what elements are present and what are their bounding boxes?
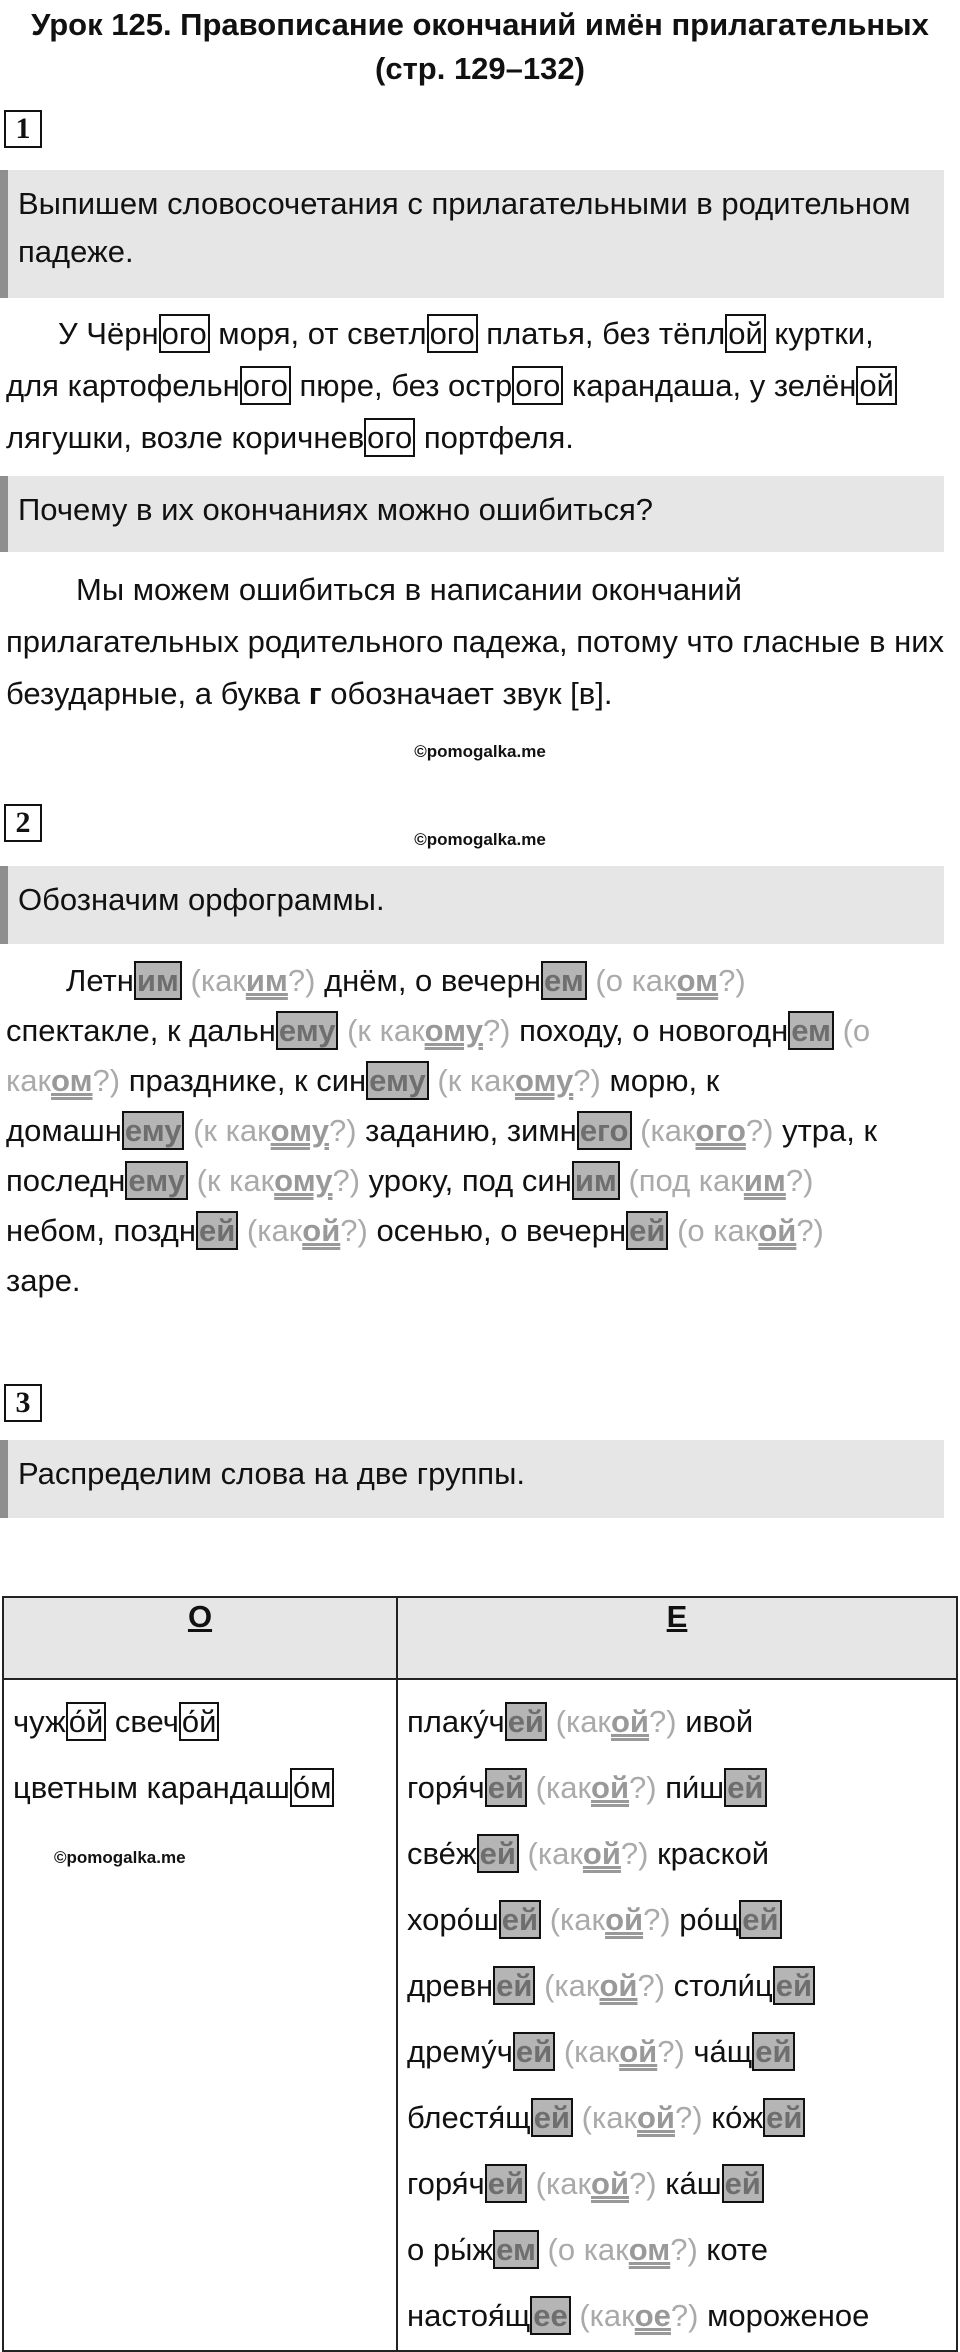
task1-instruction: Выпишем словосочетания с прилагательными в родительном падеже. (0, 170, 944, 298)
words-table (2, 1596, 958, 2352)
copyright-2: ©pomogalka.me (414, 830, 546, 849)
column-e-cell: плаку́чей (какой?) ивой горя́чей (какой?) пи́шей све́жей (какой?) краской хоро́шей (какой?) ро́щей древней (какой?) столи́цей дрему́чей (какой?) ча́щей блестя́щей (какой?) ко́жей горя́чей (какой?) ка́шей о ры́жем (о каком?) коте настоя́щее (какое?) мороженое (397, 1679, 957, 2351)
task1-number: 1 (4, 110, 42, 148)
task1-question: Почему в их окончаниях можно ошибиться? (0, 476, 944, 552)
task1-phrases: У Чёрного моря, от светлого платья, без тёплой куртки, для картофельного пюре, без острого карандаша, у зелёной лягушки, возле коричневого портфеля. (6, 308, 946, 464)
task1-answer-text: Мы можем ошибиться в написании окончаний прилагательных родительного падежа, потому что гласные в них безударные, а буква (6, 572, 945, 711)
column-e: Е (397, 1597, 957, 1679)
task1-answer-end: обозначает звук [в]. (330, 676, 613, 711)
copyright-1: ©pomogalka.me (414, 742, 546, 761)
copyright-3: ©pomogalka.me (54, 1848, 186, 1867)
task2-instruction: Обозначим орфограммы. (0, 866, 944, 944)
task3-number: 3 (4, 1384, 42, 1422)
task1-answer (6, 564, 946, 720)
page-title: Урок 125. Правописание окончаний имён прилагательных (31, 7, 929, 42)
task1-answer-letter: г (308, 676, 322, 711)
column-o-cell: чужо́й свечо́й цветным карандашо́м ©pomogalka.me (3, 1679, 397, 2351)
column-o: О (3, 1597, 397, 1679)
task2-number: 2 (4, 804, 42, 842)
task3-instruction: Распределим слова на две группы. (0, 1440, 944, 1518)
page-subtitle: (стр. 129–132) (375, 51, 585, 86)
task2-text: Летним (каким?) днём, о вечернем (о каком?) спектакле, к дальнему (к какому?) походу, о новогоднем (о каком?) празднике, к синему (к какому?) морю, к домашнему (к какому?) заданию, зимнего (какого?) утра, к последнему (к какому?) уроку, под синим (под каким?) небом, поздней (какой?) осенью, о вечерней (о какой?) заре. (6, 963, 878, 1298)
